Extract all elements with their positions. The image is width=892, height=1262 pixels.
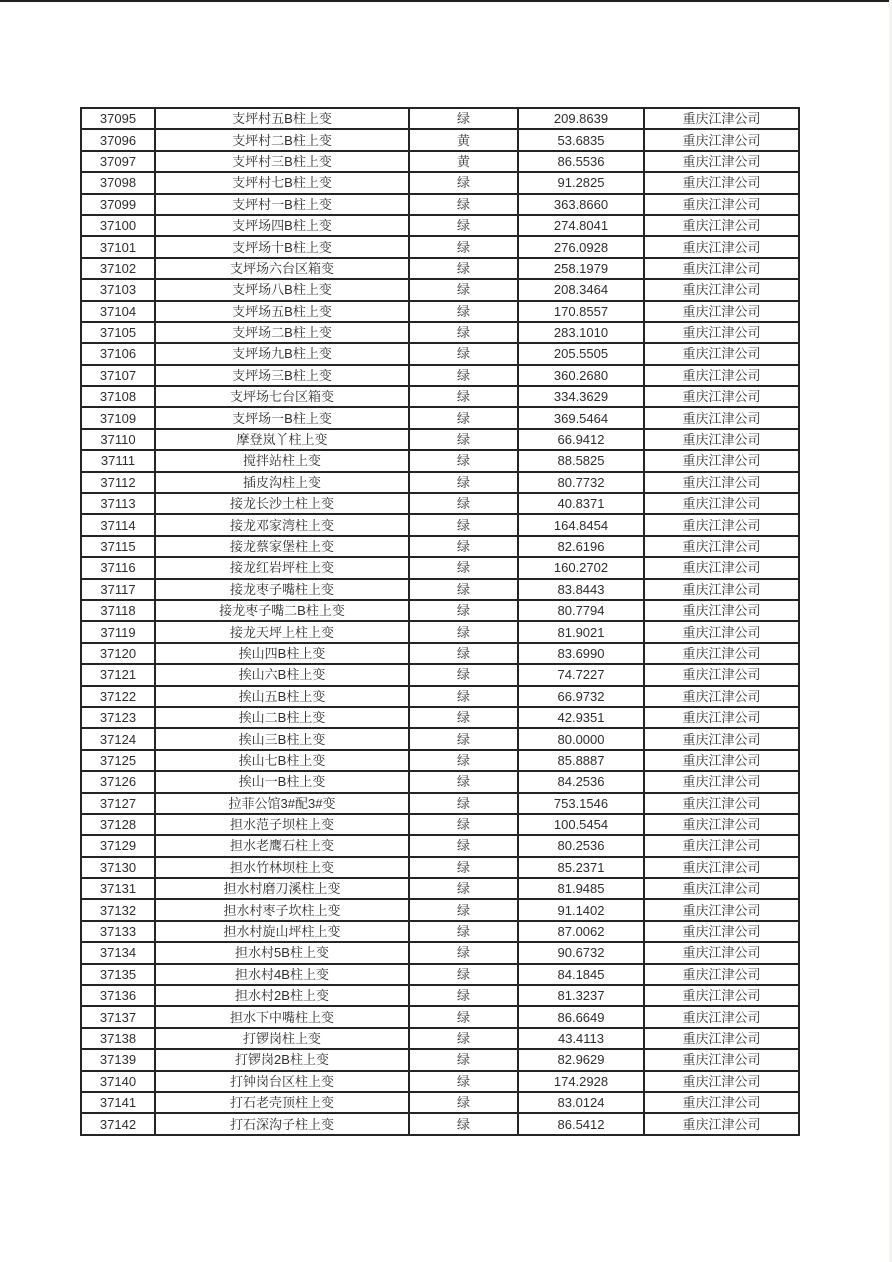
- table-row: [81, 600, 799, 621]
- company-cell: 重庆江津公司: [644, 707, 799, 728]
- company-cell: 重庆江津公司: [644, 964, 799, 985]
- row-id-cell: 37099: [81, 194, 155, 215]
- value-cell: 160.2702: [518, 557, 644, 578]
- status-color-cell: 绿: [409, 793, 518, 814]
- table-row: [81, 236, 799, 257]
- status-color-cell: 绿: [409, 493, 518, 514]
- station-name-cell: 挨山五B柱上变: [155, 686, 409, 707]
- company-cell: 重庆江津公司: [644, 343, 799, 364]
- station-name-cell: 担水村旋山坪柱上变: [155, 921, 409, 942]
- status-color-cell: 黄: [409, 151, 518, 172]
- value-cell: 174.2928: [518, 1071, 644, 1092]
- value-cell: 100.5454: [518, 814, 644, 835]
- value-cell: 360.2680: [518, 365, 644, 386]
- status-color-cell: 绿: [409, 514, 518, 535]
- value-cell: 170.8557: [518, 301, 644, 322]
- table-body: [81, 108, 799, 1135]
- value-cell: 276.0928: [518, 236, 644, 257]
- station-name-cell: 担水老鹰石柱上变: [155, 835, 409, 856]
- company-cell: 重庆江津公司: [644, 899, 799, 920]
- company-cell: 重庆江津公司: [644, 365, 799, 386]
- status-color-cell: 绿: [409, 429, 518, 450]
- status-color-cell: 绿: [409, 301, 518, 322]
- station-name-cell: 担水下中嘴柱上变: [155, 1006, 409, 1027]
- value-cell: 88.5825: [518, 450, 644, 471]
- table-row: [81, 343, 799, 364]
- status-color-cell: 绿: [409, 942, 518, 963]
- table-row: [81, 536, 799, 557]
- station-name-cell: 搅拌站柱上变: [155, 450, 409, 471]
- value-cell: 283.1010: [518, 322, 644, 343]
- table-row: [81, 793, 799, 814]
- company-cell: 重庆江津公司: [644, 194, 799, 215]
- table-row: [81, 1049, 799, 1070]
- company-cell: 重庆江津公司: [644, 236, 799, 257]
- table-row: [81, 707, 799, 728]
- status-color-cell: 绿: [409, 899, 518, 920]
- station-name-cell: 接龙枣子嘴二B柱上变: [155, 600, 409, 621]
- value-cell: 86.6649: [518, 1006, 644, 1027]
- table-row: [81, 899, 799, 920]
- station-name-cell: 支坪村三B柱上变: [155, 151, 409, 172]
- status-color-cell: 绿: [409, 1071, 518, 1092]
- status-color-cell: 绿: [409, 557, 518, 578]
- status-color-cell: 绿: [409, 194, 518, 215]
- status-color-cell: 绿: [409, 1028, 518, 1049]
- row-id-cell: 37138: [81, 1028, 155, 1049]
- row-id-cell: 37125: [81, 750, 155, 771]
- table-row: [81, 365, 799, 386]
- status-color-cell: 绿: [409, 964, 518, 985]
- company-cell: 重庆江津公司: [644, 621, 799, 642]
- value-cell: 40.8371: [518, 493, 644, 514]
- table-row: [81, 1113, 799, 1134]
- table-row: [81, 472, 799, 493]
- table-row: [81, 621, 799, 642]
- station-name-cell: 打石深沟子柱上变: [155, 1113, 409, 1134]
- company-cell: 重庆江津公司: [644, 258, 799, 279]
- status-color-cell: 绿: [409, 814, 518, 835]
- row-id-cell: 37104: [81, 301, 155, 322]
- row-id-cell: 37132: [81, 899, 155, 920]
- table-row: [81, 279, 799, 300]
- company-cell: 重庆江津公司: [644, 1049, 799, 1070]
- table-row: [81, 643, 799, 664]
- status-color-cell: 绿: [409, 664, 518, 685]
- company-cell: 重庆江津公司: [644, 129, 799, 150]
- row-id-cell: 37129: [81, 835, 155, 856]
- table-row: [81, 942, 799, 963]
- row-id-cell: 37121: [81, 664, 155, 685]
- company-cell: 重庆江津公司: [644, 322, 799, 343]
- value-cell: 83.0124: [518, 1092, 644, 1113]
- status-color-cell: 绿: [409, 386, 518, 407]
- table-row: [81, 429, 799, 450]
- table-row: [81, 814, 799, 835]
- station-name-cell: 担水村4B柱上变: [155, 964, 409, 985]
- row-id-cell: 37100: [81, 215, 155, 236]
- value-cell: 53.6835: [518, 129, 644, 150]
- table-row: [81, 129, 799, 150]
- status-color-cell: 绿: [409, 728, 518, 749]
- status-color-cell: 绿: [409, 236, 518, 257]
- company-cell: 重庆江津公司: [644, 1028, 799, 1049]
- value-cell: 274.8041: [518, 215, 644, 236]
- table-row: [81, 194, 799, 215]
- value-cell: 208.3464: [518, 279, 644, 300]
- status-color-cell: 绿: [409, 450, 518, 471]
- value-cell: 753.1546: [518, 793, 644, 814]
- value-cell: 83.8443: [518, 579, 644, 600]
- row-id-cell: 37140: [81, 1071, 155, 1092]
- value-cell: 86.5536: [518, 151, 644, 172]
- station-name-cell: 打钟岗台区柱上变: [155, 1071, 409, 1092]
- company-cell: 重庆江津公司: [644, 172, 799, 193]
- row-id-cell: 37112: [81, 472, 155, 493]
- row-id-cell: 37107: [81, 365, 155, 386]
- value-cell: 84.1845: [518, 964, 644, 985]
- station-name-cell: 支坪场八B柱上变: [155, 279, 409, 300]
- value-cell: 84.2536: [518, 771, 644, 792]
- station-name-cell: 担水村磨刀溪柱上变: [155, 878, 409, 899]
- row-id-cell: 37120: [81, 643, 155, 664]
- table-row: [81, 686, 799, 707]
- row-id-cell: 37128: [81, 814, 155, 835]
- status-color-cell: 绿: [409, 258, 518, 279]
- station-name-cell: 挨山二B柱上变: [155, 707, 409, 728]
- company-cell: 重庆江津公司: [644, 793, 799, 814]
- table-row: [81, 301, 799, 322]
- station-name-cell: 插皮沟柱上变: [155, 472, 409, 493]
- row-id-cell: 37137: [81, 1006, 155, 1027]
- table-row: [81, 1092, 799, 1113]
- station-name-cell: 支坪场一B柱上变: [155, 407, 409, 428]
- station-name-cell: 拉菲公馆3#配3#变: [155, 793, 409, 814]
- status-color-cell: 绿: [409, 172, 518, 193]
- station-name-cell: 支坪场十B柱上变: [155, 236, 409, 257]
- station-name-cell: 担水村2B柱上变: [155, 985, 409, 1006]
- company-cell: 重庆江津公司: [644, 472, 799, 493]
- table-row: [81, 1006, 799, 1027]
- row-id-cell: 37096: [81, 129, 155, 150]
- table-row: [81, 151, 799, 172]
- station-name-cell: 支坪场三B柱上变: [155, 365, 409, 386]
- table-row: [81, 878, 799, 899]
- table-row: [81, 1071, 799, 1092]
- station-name-cell: 支坪村五B柱上变: [155, 108, 409, 129]
- status-color-cell: 绿: [409, 343, 518, 364]
- value-cell: 81.3237: [518, 985, 644, 1006]
- row-id-cell: 37139: [81, 1049, 155, 1070]
- row-id-cell: 37109: [81, 407, 155, 428]
- station-name-cell: 支坪村七B柱上变: [155, 172, 409, 193]
- row-id-cell: 37119: [81, 621, 155, 642]
- status-color-cell: 绿: [409, 279, 518, 300]
- status-color-cell: 绿: [409, 472, 518, 493]
- value-cell: 42.9351: [518, 707, 644, 728]
- table-row: [81, 557, 799, 578]
- row-id-cell: 37118: [81, 600, 155, 621]
- station-name-cell: 挨山三B柱上变: [155, 728, 409, 749]
- table-row: [81, 771, 799, 792]
- value-cell: 81.9485: [518, 878, 644, 899]
- table-row: [81, 750, 799, 771]
- company-cell: 重庆江津公司: [644, 750, 799, 771]
- value-cell: 82.6196: [518, 536, 644, 557]
- station-name-cell: 支坪场七台区箱变: [155, 386, 409, 407]
- status-color-cell: 绿: [409, 579, 518, 600]
- value-cell: 80.2536: [518, 835, 644, 856]
- station-name-cell: 打石老壳顶柱上变: [155, 1092, 409, 1113]
- row-id-cell: 37136: [81, 985, 155, 1006]
- status-color-cell: 绿: [409, 108, 518, 129]
- status-color-cell: 绿: [409, 857, 518, 878]
- table-row: [81, 1028, 799, 1049]
- row-id-cell: 37134: [81, 942, 155, 963]
- value-cell: 205.5505: [518, 343, 644, 364]
- company-cell: 重庆江津公司: [644, 1006, 799, 1027]
- row-id-cell: 37142: [81, 1113, 155, 1134]
- value-cell: 83.6990: [518, 643, 644, 664]
- status-color-cell: 绿: [409, 643, 518, 664]
- table-row: [81, 964, 799, 985]
- company-cell: 重庆江津公司: [644, 771, 799, 792]
- value-cell: 86.5412: [518, 1113, 644, 1134]
- company-cell: 重庆江津公司: [644, 215, 799, 236]
- company-cell: 重庆江津公司: [644, 728, 799, 749]
- row-id-cell: 37141: [81, 1092, 155, 1113]
- value-cell: 209.8639: [518, 108, 644, 129]
- table-row: [81, 857, 799, 878]
- status-color-cell: 绿: [409, 1092, 518, 1113]
- status-color-cell: 绿: [409, 878, 518, 899]
- station-name-cell: 打锣岗柱上变: [155, 1028, 409, 1049]
- station-name-cell: 支坪场五B柱上变: [155, 301, 409, 322]
- table-row: [81, 172, 799, 193]
- status-color-cell: 绿: [409, 600, 518, 621]
- company-cell: 重庆江津公司: [644, 514, 799, 535]
- row-id-cell: 37102: [81, 258, 155, 279]
- station-name-cell: 支坪场四B柱上变: [155, 215, 409, 236]
- row-id-cell: 37130: [81, 857, 155, 878]
- station-name-cell: 挨山一B柱上变: [155, 771, 409, 792]
- table-row: [81, 386, 799, 407]
- value-cell: 66.9412: [518, 429, 644, 450]
- table-row: [81, 450, 799, 471]
- value-cell: 369.5464: [518, 407, 644, 428]
- company-cell: 重庆江津公司: [644, 279, 799, 300]
- row-id-cell: 37101: [81, 236, 155, 257]
- table-row: [81, 921, 799, 942]
- status-color-cell: 绿: [409, 407, 518, 428]
- row-id-cell: 37117: [81, 579, 155, 600]
- company-cell: 重庆江津公司: [644, 151, 799, 172]
- status-color-cell: 绿: [409, 921, 518, 942]
- value-cell: 90.6732: [518, 942, 644, 963]
- status-color-cell: 绿: [409, 707, 518, 728]
- company-cell: 重庆江津公司: [644, 664, 799, 685]
- status-color-cell: 绿: [409, 686, 518, 707]
- station-name-cell: 支坪场六台区箱变: [155, 258, 409, 279]
- table-row: [81, 514, 799, 535]
- row-id-cell: 37110: [81, 429, 155, 450]
- table-row: [81, 579, 799, 600]
- row-id-cell: 37103: [81, 279, 155, 300]
- company-cell: 重庆江津公司: [644, 878, 799, 899]
- company-cell: 重庆江津公司: [644, 942, 799, 963]
- company-cell: 重庆江津公司: [644, 536, 799, 557]
- company-cell: 重庆江津公司: [644, 386, 799, 407]
- value-cell: 81.9021: [518, 621, 644, 642]
- status-color-cell: 绿: [409, 365, 518, 386]
- row-id-cell: 37131: [81, 878, 155, 899]
- station-name-cell: 挨山六B柱上变: [155, 664, 409, 685]
- value-cell: 80.7794: [518, 600, 644, 621]
- value-cell: 85.8887: [518, 750, 644, 771]
- station-name-cell: 接龙红岩坪柱上变: [155, 557, 409, 578]
- value-cell: 66.9732: [518, 686, 644, 707]
- table-row: [81, 258, 799, 279]
- station-name-cell: 接龙天坪上柱上变: [155, 621, 409, 642]
- station-name-cell: 挨山四B柱上变: [155, 643, 409, 664]
- value-cell: 80.7732: [518, 472, 644, 493]
- station-name-cell: 支坪场九B柱上变: [155, 343, 409, 364]
- station-name-cell: 接龙枣子嘴柱上变: [155, 579, 409, 600]
- value-cell: 43.4113: [518, 1028, 644, 1049]
- value-cell: 258.1979: [518, 258, 644, 279]
- table-row: [81, 664, 799, 685]
- station-name-cell: 担水竹林坝柱上变: [155, 857, 409, 878]
- table-row: [81, 108, 799, 129]
- company-cell: 重庆江津公司: [644, 1113, 799, 1134]
- value-cell: 91.1402: [518, 899, 644, 920]
- row-id-cell: 37113: [81, 493, 155, 514]
- value-cell: 91.2825: [518, 172, 644, 193]
- row-id-cell: 37098: [81, 172, 155, 193]
- row-id-cell: 37097: [81, 151, 155, 172]
- table-row: [81, 728, 799, 749]
- station-name-cell: 接龙蔡家堡柱上变: [155, 536, 409, 557]
- status-color-cell: 绿: [409, 322, 518, 343]
- status-color-cell: 绿: [409, 771, 518, 792]
- company-cell: 重庆江津公司: [644, 857, 799, 878]
- table-row: [81, 493, 799, 514]
- status-color-cell: 绿: [409, 215, 518, 236]
- company-cell: 重庆江津公司: [644, 600, 799, 621]
- station-name-cell: 挨山七B柱上变: [155, 750, 409, 771]
- company-cell: 重庆江津公司: [644, 921, 799, 942]
- row-id-cell: 37126: [81, 771, 155, 792]
- row-id-cell: 37115: [81, 536, 155, 557]
- station-name-cell: 担水范子坝柱上变: [155, 814, 409, 835]
- station-name-cell: 担水村枣子坎柱上变: [155, 899, 409, 920]
- station-name-cell: 担水村5B柱上变: [155, 942, 409, 963]
- value-cell: 363.8660: [518, 194, 644, 215]
- station-name-cell: 打锣岗2B柱上变: [155, 1049, 409, 1070]
- row-id-cell: 37106: [81, 343, 155, 364]
- station-name-cell: 支坪场二B柱上变: [155, 322, 409, 343]
- row-id-cell: 37124: [81, 728, 155, 749]
- company-cell: 重庆江津公司: [644, 557, 799, 578]
- row-id-cell: 37111: [81, 450, 155, 471]
- company-cell: 重庆江津公司: [644, 108, 799, 129]
- company-cell: 重庆江津公司: [644, 814, 799, 835]
- value-cell: 80.0000: [518, 728, 644, 749]
- company-cell: 重庆江津公司: [644, 1071, 799, 1092]
- company-cell: 重庆江津公司: [644, 407, 799, 428]
- value-cell: 85.2371: [518, 857, 644, 878]
- company-cell: 重庆江津公司: [644, 579, 799, 600]
- company-cell: 重庆江津公司: [644, 450, 799, 471]
- row-id-cell: 37122: [81, 686, 155, 707]
- row-id-cell: 37116: [81, 557, 155, 578]
- row-id-cell: 37108: [81, 386, 155, 407]
- status-color-cell: 绿: [409, 750, 518, 771]
- company-cell: 重庆江津公司: [644, 493, 799, 514]
- company-cell: 重庆江津公司: [644, 301, 799, 322]
- row-id-cell: 37105: [81, 322, 155, 343]
- transformer-station-table: [80, 107, 800, 1136]
- row-id-cell: 37123: [81, 707, 155, 728]
- table-row: [81, 985, 799, 1006]
- station-name-cell: 支坪村一B柱上变: [155, 194, 409, 215]
- status-color-cell: 绿: [409, 1113, 518, 1134]
- table-row: [81, 407, 799, 428]
- station-name-cell: 支坪村二B柱上变: [155, 129, 409, 150]
- value-cell: 82.9629: [518, 1049, 644, 1070]
- row-id-cell: 37135: [81, 964, 155, 985]
- company-cell: 重庆江津公司: [644, 429, 799, 450]
- station-name-cell: 接龙长沙土柱上变: [155, 493, 409, 514]
- status-color-cell: 绿: [409, 621, 518, 642]
- company-cell: 重庆江津公司: [644, 686, 799, 707]
- status-color-cell: 绿: [409, 985, 518, 1006]
- status-color-cell: 绿: [409, 1006, 518, 1027]
- value-cell: 87.0062: [518, 921, 644, 942]
- station-name-cell: 摩登岚丫柱上变: [155, 429, 409, 450]
- status-color-cell: 黄: [409, 129, 518, 150]
- value-cell: 74.7227: [518, 664, 644, 685]
- table-row: [81, 835, 799, 856]
- status-color-cell: 绿: [409, 1049, 518, 1070]
- company-cell: 重庆江津公司: [644, 1092, 799, 1113]
- value-cell: 334.3629: [518, 386, 644, 407]
- company-cell: 重庆江津公司: [644, 643, 799, 664]
- row-id-cell: 37133: [81, 921, 155, 942]
- station-name-cell: 接龙邓家湾柱上变: [155, 514, 409, 535]
- row-id-cell: 37095: [81, 108, 155, 129]
- status-color-cell: 绿: [409, 835, 518, 856]
- company-cell: 重庆江津公司: [644, 835, 799, 856]
- table-row: [81, 322, 799, 343]
- row-id-cell: 37127: [81, 793, 155, 814]
- status-color-cell: 绿: [409, 536, 518, 557]
- row-id-cell: 37114: [81, 514, 155, 535]
- value-cell: 164.8454: [518, 514, 644, 535]
- table-row: [81, 215, 799, 236]
- company-cell: 重庆江津公司: [644, 985, 799, 1006]
- top-edge-bar: [0, 0, 892, 2]
